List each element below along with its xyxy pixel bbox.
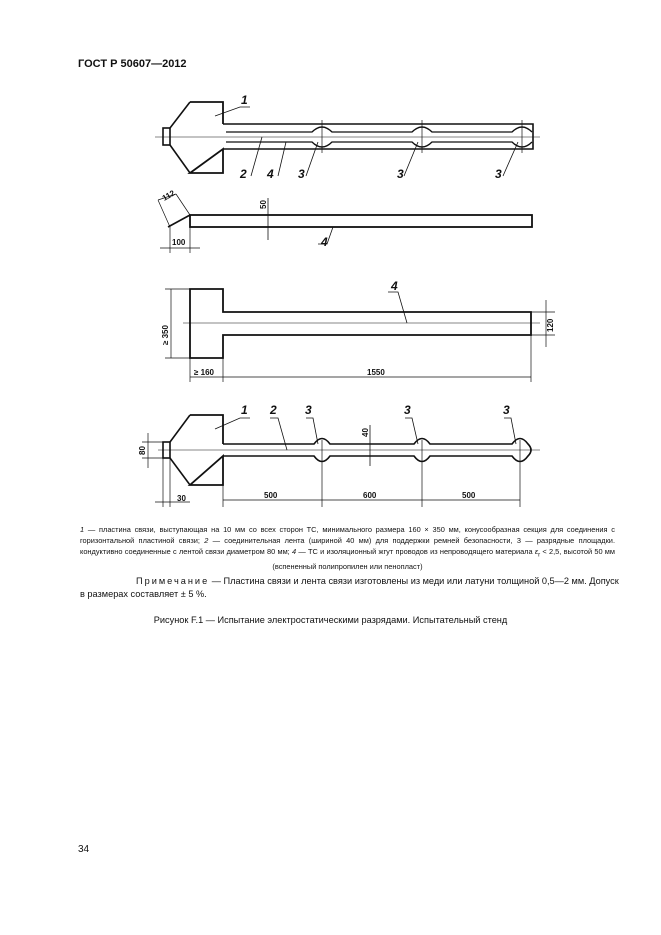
label-3: 3 (495, 167, 502, 181)
view-4-detail (138, 403, 540, 507)
dim-80: 80 (138, 446, 147, 455)
legend-text: — соединительная лента (шириной 40 мм) для поддержки ремней безопасности, 3 — разрядные площадки. кондуктивно соединенные с лентой связи диаметром 80 мм; (80, 536, 615, 557)
label-4: 4 (391, 279, 398, 293)
label-3: 3 (305, 403, 312, 417)
dim-500: 500 (462, 491, 476, 500)
legend-text: — пластина связи, выступающая на 10 мм со всех сторон ТС, минимального размера 160 × 350 мм, конусообразная секция для соединения с горизонтальной пластиной связи; (80, 525, 615, 546)
note-label: Примечание (136, 576, 210, 586)
figure-caption: Рисунок F.1 — Испытание электростатическими разрядами. Испытательный стенд (153, 615, 508, 625)
dim-50: 50 (259, 200, 268, 209)
page-number: 34 (78, 844, 90, 855)
dim-1550: 1550 (367, 368, 385, 377)
dim-40: 40 (361, 428, 370, 437)
epsilon-subscript: r (538, 551, 541, 559)
note (80, 575, 620, 601)
epsilon-symbol: ε (534, 547, 539, 557)
note-text: — Пластина связи и лента связи изготовлены из меди или латуни толщиной 0,5—2 мм. Допуск в размерах составляет ± 5 %. (80, 576, 619, 599)
legend-text: < 2,5, высотой 50 мм (вспененный полипропилен или пенопласт) (272, 547, 615, 572)
dim-112: 112 (160, 188, 177, 203)
label-4: 4 (321, 235, 328, 249)
document-header: ГОСТ Р 50607—2012 (78, 58, 187, 70)
label-3: 3 (298, 167, 305, 181)
dim-100: 100 (172, 238, 186, 247)
label-3: 3 (404, 403, 411, 417)
label-2: 2 (240, 167, 247, 181)
dim-30: 30 (177, 494, 186, 503)
label-1: 1 (241, 93, 248, 107)
label-2: 2 (270, 403, 277, 417)
view-1-top (155, 93, 540, 181)
view-3-plan (161, 279, 555, 382)
view-2-side (158, 188, 532, 253)
legend-num: 1 (80, 525, 85, 534)
dim-120: 120 (546, 318, 555, 332)
legend-num: 4 (291, 547, 297, 557)
figure-legend (80, 524, 615, 572)
dim-350: ≥ 350 (161, 325, 170, 345)
legend-num: 2 (204, 536, 209, 546)
dim-500: 500 (264, 491, 278, 500)
label-4: 4 (267, 167, 274, 181)
label-3: 3 (397, 167, 404, 181)
legend-text: — ТС и изоляционный жгут проводов из непроводящего материала (296, 547, 535, 557)
label-3: 3 (503, 403, 510, 417)
label-1: 1 (241, 403, 248, 417)
dim-600: 600 (363, 491, 377, 500)
dim-160: ≥ 160 (194, 368, 214, 377)
